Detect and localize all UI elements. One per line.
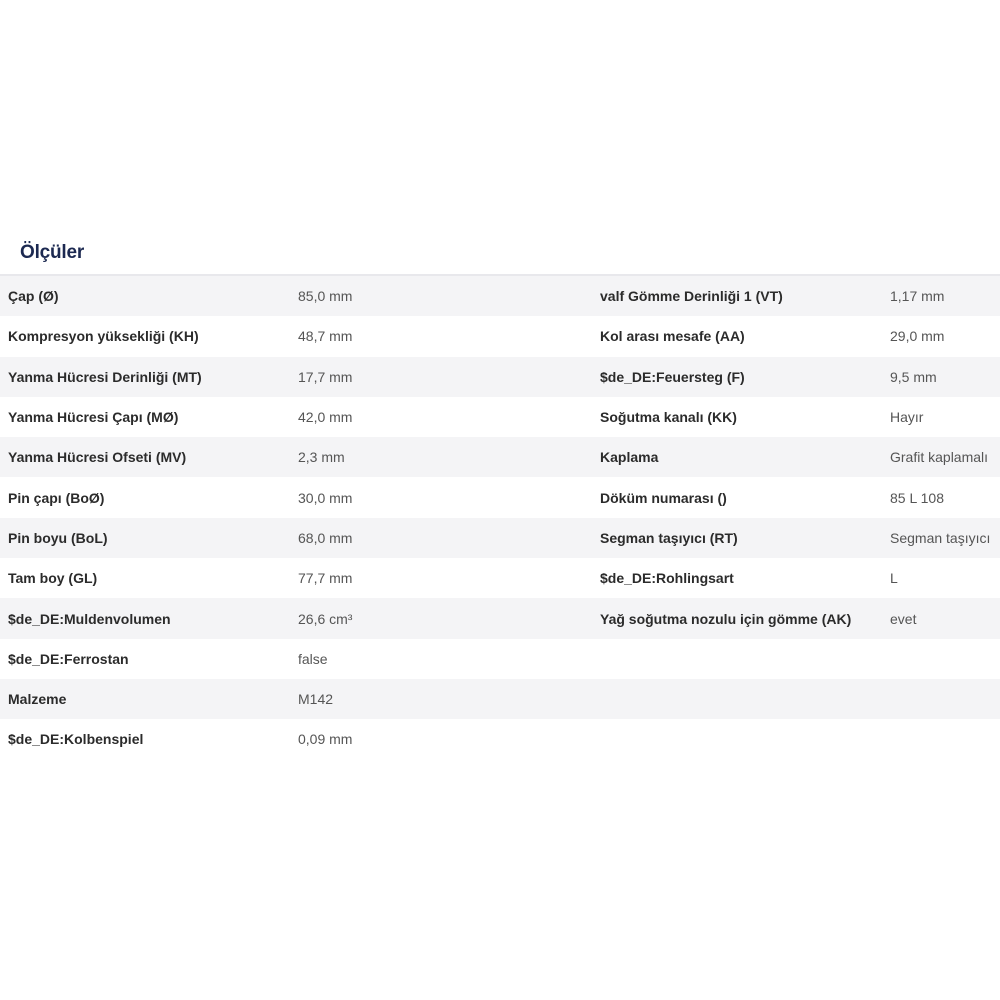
table-row [0,357,1000,397]
table-row [0,477,1000,517]
spec-label: Yanma Hücresi Ofseti (MV) [0,437,298,477]
spec-label: Soğutma kanalı (KK) [600,409,737,426]
spec-label: Kol arası mesafe (AA) [600,328,745,345]
spec-value: 26,6 cm³ [298,598,600,638]
spec-value: M142 [298,679,600,719]
spec-value: 1,17 mm [890,276,1000,316]
table-row [0,679,1000,719]
table-row [0,598,1000,638]
table-row [0,518,1000,558]
table-row [0,719,1000,759]
spec-value: 29,0 mm [890,328,945,345]
spec-label: $de_DE:Feuersteg (F) [600,357,890,397]
spec-value [890,679,1000,719]
spec-label: Yanma Hücresi Derinliği (MT) [0,357,298,397]
spec-label: Döküm numarası () [600,489,727,506]
table-row [0,276,1000,316]
spec-label: Tam boy (GL) [8,570,98,587]
table-row [0,558,1000,598]
spec-value: 9,5 mm [890,357,1000,397]
spec-label: $de_DE:Muldenvolumen [0,598,298,638]
spec-value: 77,7 mm [298,570,353,587]
spec-label: $de_DE:Kolbenspiel [8,731,144,748]
spec-label [600,679,890,719]
spec-value: 30,0 mm [298,489,353,506]
spec-label: Kompresyon yüksekliği (KH) [8,328,199,345]
spec-value: 68,0 mm [298,518,600,558]
spec-value [890,639,1000,679]
spec-value: 48,7 mm [298,328,353,345]
spec-label: Kaplama [600,437,890,477]
table-row [0,639,1000,679]
spec-label: Segman taşıyıcı (RT) [600,518,890,558]
spec-label: $de_DE:Rohlingsart [600,570,734,587]
spec-value: evet [890,598,1000,638]
spec-value: Hayır [890,409,924,426]
spec-value: Segman taşıyıcı [890,518,1000,558]
spec-value: 17,7 mm [298,357,600,397]
spec-label: valf Gömme Derinliği 1 (VT) [600,276,890,316]
dimensions-section [0,232,1000,760]
spec-value [890,719,1000,759]
table-row [0,397,1000,437]
spec-label [600,639,890,679]
spec-value: 0,09 mm [298,731,353,748]
spec-value: Grafit kaplamalı [890,437,1000,477]
spec-table-body [0,276,1000,760]
spec-value: 85 L 108 [890,489,944,506]
spec-label: Pin çapı (BoØ) [8,489,105,506]
spec-value: false [298,650,328,667]
spec-value: 42,0 mm [298,409,353,426]
spec-value: 2,3 mm [298,437,600,477]
spec-label: $de_DE:Ferrostan [8,650,129,667]
section-title: Ölçüler [20,242,85,263]
spec-value: 85,0 mm [298,276,600,316]
spec-label: Pin boyu (BoL) [0,518,298,558]
spec-value: L [890,570,898,587]
spec-label: Malzeme [0,679,298,719]
table-row [0,437,1000,477]
spec-label [600,719,890,759]
spec-label: Çap (Ø) [0,276,298,316]
spec-table [0,276,1000,760]
spec-label: Yanma Hücresi Çapı (MØ) [8,409,179,426]
table-row [0,316,1000,356]
spec-label: Yağ soğutma nozulu için gömme (AK) [600,598,890,638]
